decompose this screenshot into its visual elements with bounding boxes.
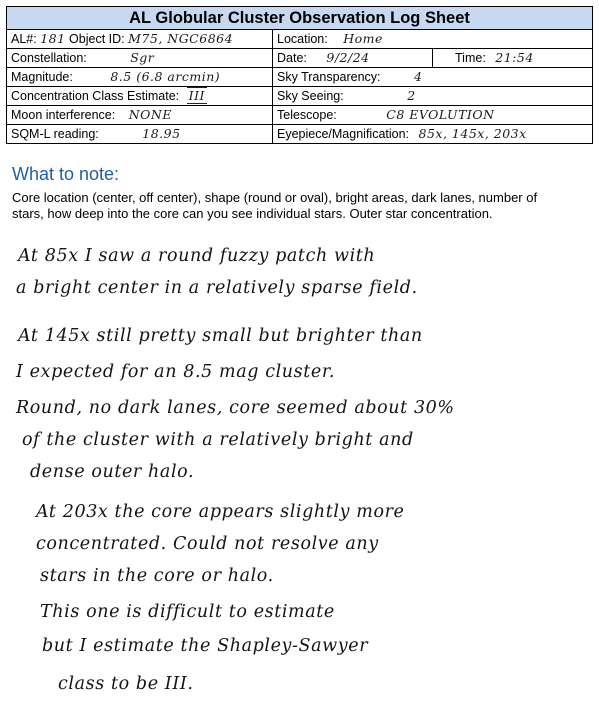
eyepiece-value: 85x, 145x, 203x	[418, 126, 527, 141]
al-number-label: AL#:	[11, 32, 37, 46]
transparency-label: Sky Transparency:	[277, 70, 381, 84]
magnitude-label: Magnitude:	[11, 70, 73, 84]
note-line: At 85x I saw a round fuzzy patch with	[18, 246, 376, 266]
sqm-value: 18.95	[142, 126, 181, 141]
time-cell[interactable]	[433, 49, 593, 68]
note-line: a bright center in a relatively sparse field.	[16, 278, 418, 298]
telescope-cell[interactable]	[273, 106, 593, 125]
al-object-cell[interactable]	[7, 30, 273, 49]
moon-cell[interactable]	[7, 106, 273, 125]
date-cell[interactable]	[273, 49, 433, 68]
location-label: Location:	[277, 32, 328, 46]
note-line: At 203x the core appears slightly more	[36, 502, 405, 522]
time-label: Time:	[455, 51, 486, 65]
log-form-table	[6, 6, 593, 144]
note-line: but I estimate the Shapley-Sawyer	[42, 636, 369, 656]
note-line: of the cluster with a relatively bright and	[22, 430, 414, 450]
eyepiece-cell[interactable]	[273, 125, 593, 144]
note-line: stars in the core or halo.	[40, 566, 274, 586]
magnitude-value: 8.5 (6.8 arcmin)	[110, 69, 221, 84]
concentration-cell[interactable]	[7, 87, 273, 106]
seeing-cell[interactable]	[273, 87, 593, 106]
note-line: This one is difficult to estimate	[40, 602, 335, 622]
note-line: Round, no dark lanes, core seemed about 30%	[16, 398, 455, 418]
constellation-cell[interactable]	[7, 49, 273, 68]
note-line: concentrated. Could not resolve any	[36, 534, 379, 554]
transparency-value: 4	[414, 69, 423, 84]
note-line: I expected for an 8.5 mag cluster.	[16, 362, 336, 382]
note-line: dense outer halo.	[30, 462, 195, 482]
object-id-label: Object ID:	[69, 32, 125, 46]
moon-value: NONE	[128, 107, 172, 122]
seeing-label: Sky Seeing:	[277, 89, 344, 103]
date-value: 9/2/24	[326, 50, 370, 65]
object-id-value: M75, NGC6864	[128, 31, 234, 46]
note-line: class to be III.	[58, 674, 194, 694]
al-number-value: 181	[40, 31, 66, 46]
sqm-cell[interactable]	[7, 125, 273, 144]
sqm-label: SQM-L reading:	[11, 127, 99, 141]
concentration-value: III	[188, 88, 205, 103]
location-value: Home	[343, 31, 383, 46]
moon-label: Moon interference:	[11, 108, 116, 122]
telescope-value: C8 EVOLUTION	[386, 107, 495, 122]
what-to-note-heading: What to note:	[12, 164, 120, 184]
magnitude-cell[interactable]	[7, 68, 273, 87]
constellation-value: Sgr	[130, 50, 155, 65]
time-value: 21:54	[495, 50, 534, 65]
telescope-label: Telescope:	[277, 108, 337, 122]
what-to-note-text: Core location (center, off center), shape (round or oval), bright areas, dark lanes, number of stars, how deep into the core can you see individual stars. Outer star concentration.	[12, 190, 538, 221]
transparency-cell[interactable]	[273, 68, 593, 87]
date-label: Date:	[277, 51, 307, 65]
location-cell[interactable]	[273, 30, 593, 49]
sheet-title: AL Globular Cluster Observation Log Sheet	[7, 7, 593, 30]
note-line: At 145x still pretty small but brighter than	[18, 326, 423, 346]
log-sheet	[6, 6, 592, 144]
seeing-value: 2	[407, 88, 416, 103]
concentration-label: Concentration Class Estimate:	[11, 89, 180, 103]
constellation-label: Constellation:	[11, 51, 87, 65]
eyepiece-label: Eyepiece/Magnification:	[277, 127, 410, 141]
